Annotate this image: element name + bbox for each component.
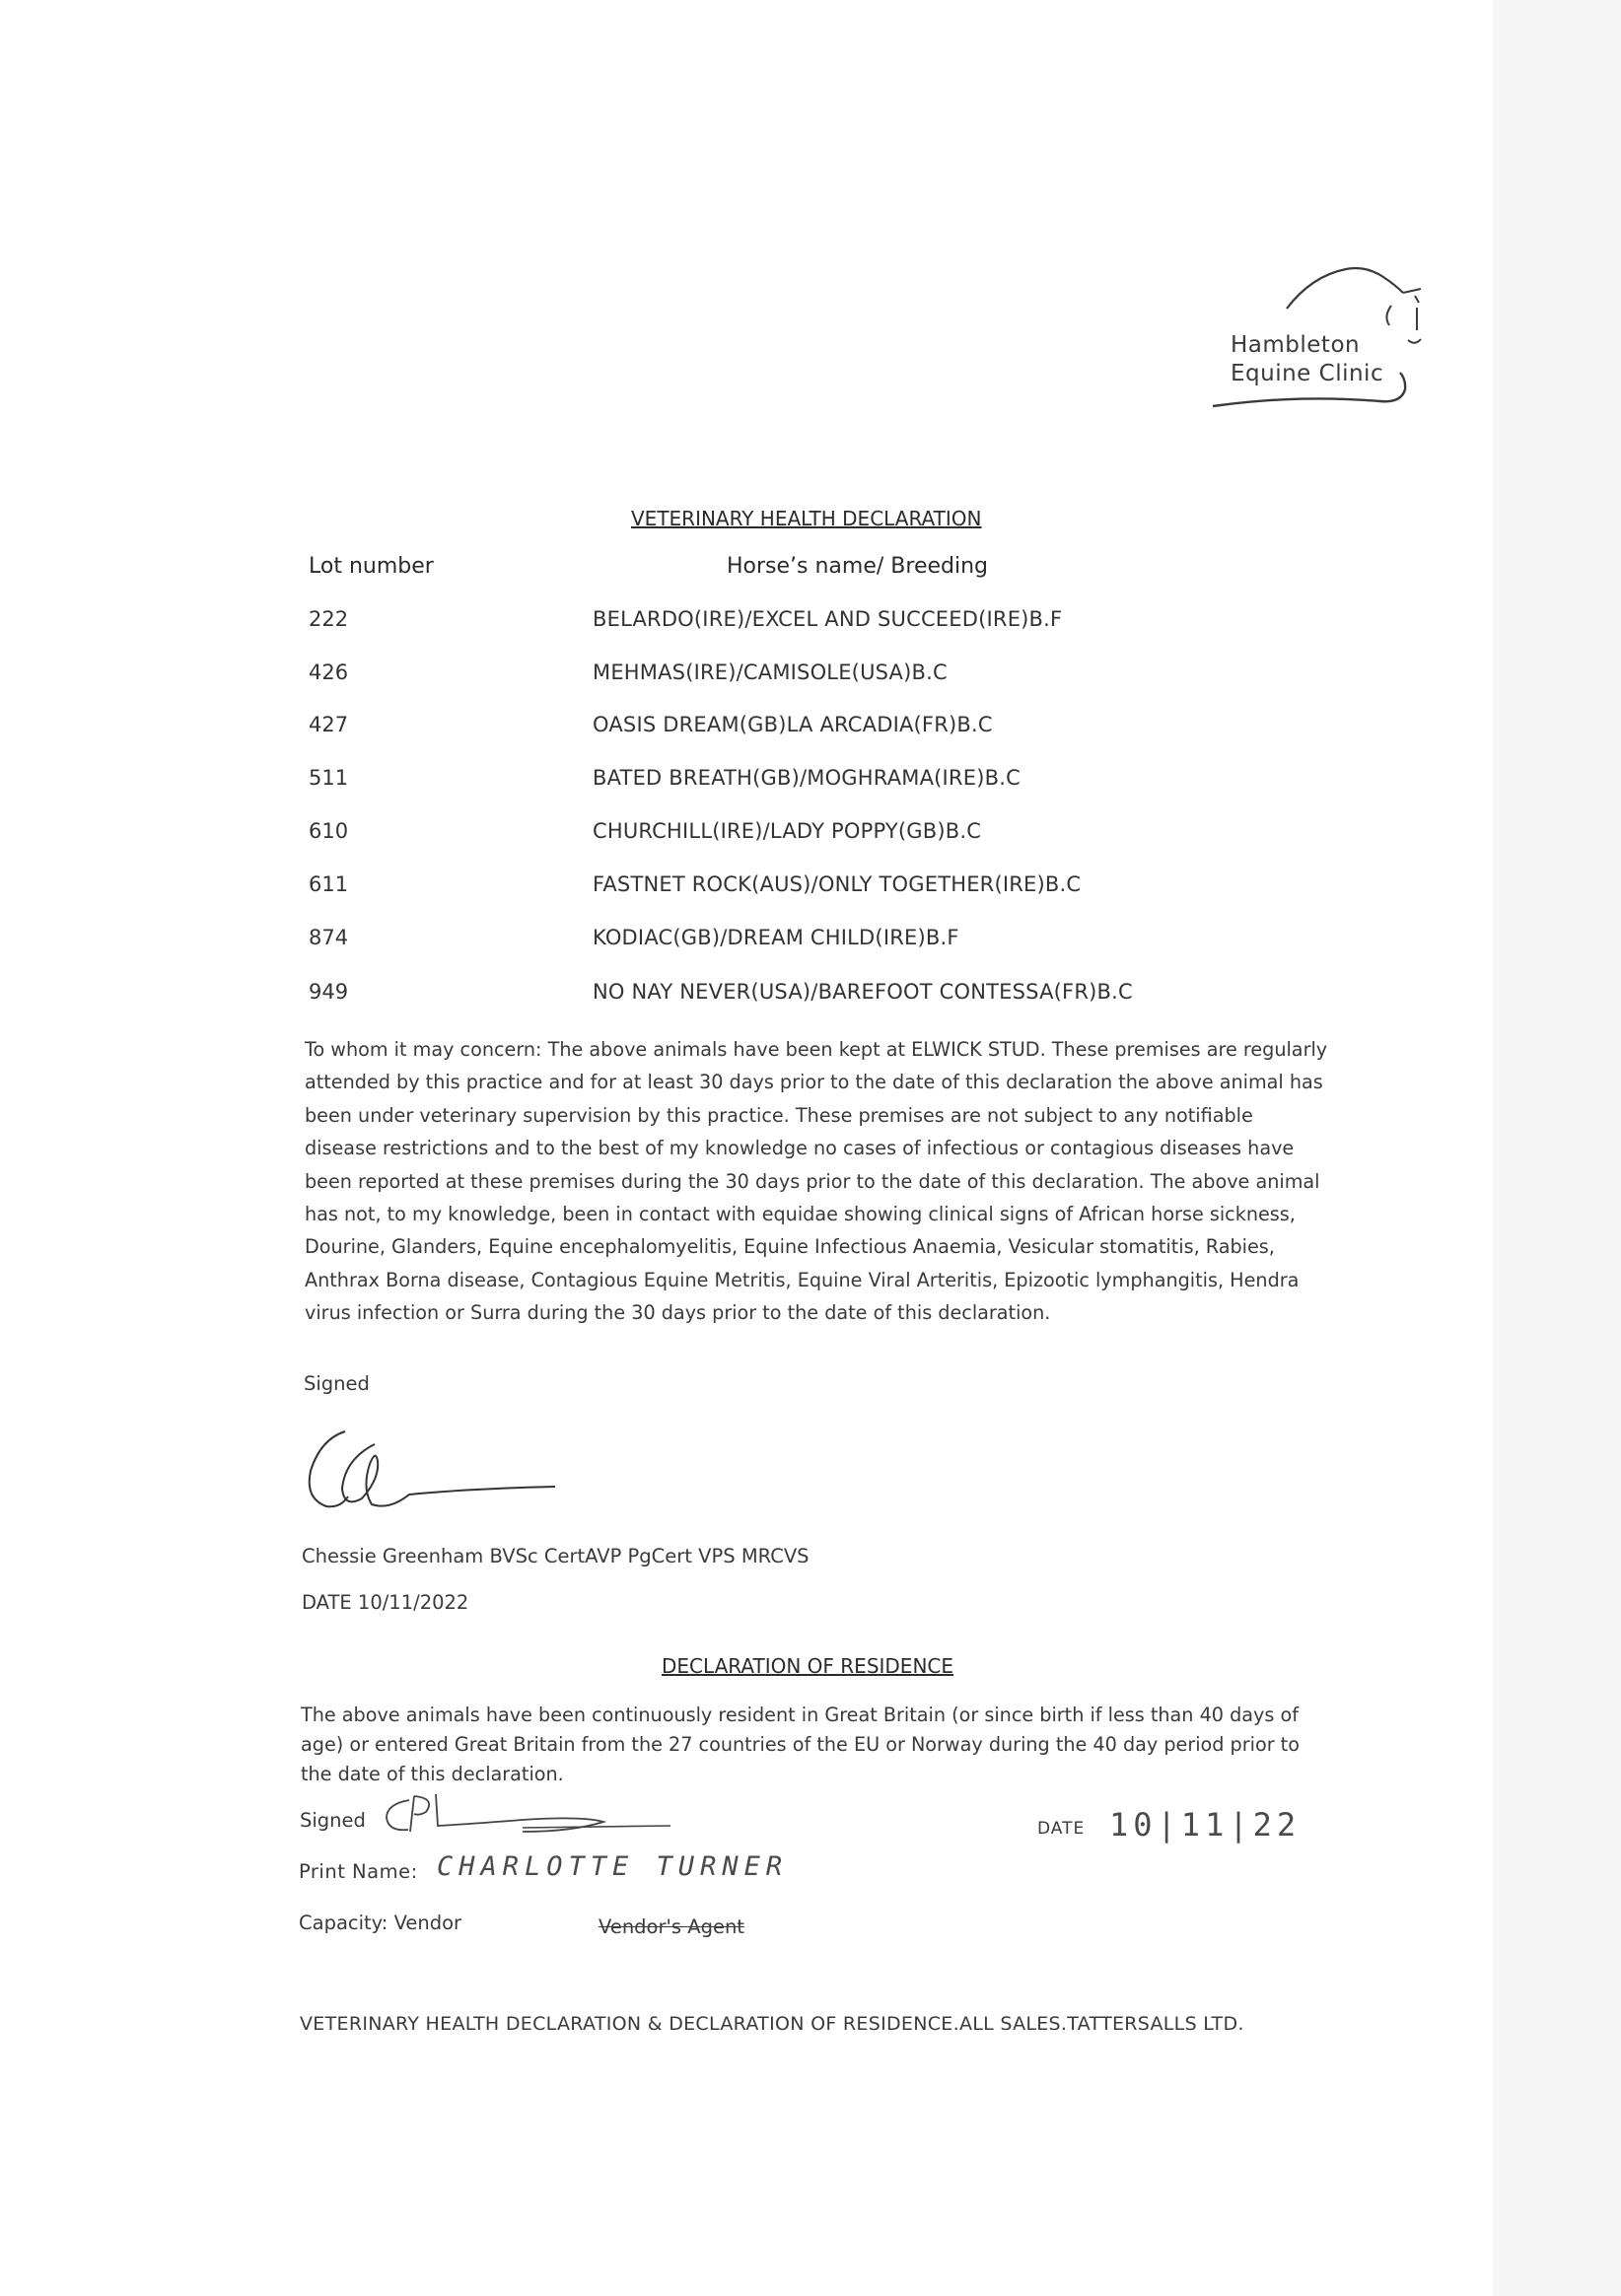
residence-signed-label: Signed bbox=[300, 1809, 366, 1832]
lot-number: 427 bbox=[309, 713, 349, 736]
lot-row bbox=[0, 819, 1380, 859]
horse-breeding: FASTNET ROCK(AUS)/ONLY TOGETHER(IRE)B.C bbox=[593, 872, 1082, 896]
horse-breeding: NO NAY NEVER(USA)/BAREFOOT CONTESSA(FR)B.C bbox=[593, 980, 1133, 1004]
residence-declaration-title: DECLARATION OF RESIDENCE bbox=[662, 1654, 954, 1678]
lot-row bbox=[0, 766, 1380, 805]
vet-name: Chessie Greenham BVSc CertAVP PgCert VPS MRCVS bbox=[302, 1545, 810, 1567]
lot-number: 611 bbox=[309, 872, 349, 896]
lot-number: 511 bbox=[309, 766, 349, 790]
vet-signed-label: Signed bbox=[304, 1372, 370, 1395]
lot-number: 426 bbox=[309, 661, 349, 684]
horse-name-header: Horse’s name/ Breeding bbox=[727, 554, 988, 579]
page-footer: VETERINARY HEALTH DECLARATION & DECLARATION OF RESIDENCE.ALL SALES.TATTERSALLS LTD. bbox=[300, 2013, 1244, 2035]
health-date: DATE 10/11/2022 bbox=[302, 1591, 469, 1614]
lot-number: 874 bbox=[309, 926, 349, 949]
logo-line-1: Hambleton bbox=[1231, 332, 1361, 358]
residence-date-value: 10|11|22 bbox=[1109, 1806, 1302, 1844]
horse-breeding: KODIAC(GB)/DREAM CHILD(IRE)B.F bbox=[593, 926, 959, 949]
residence-date-label: DATE bbox=[1037, 1819, 1086, 1839]
clinic-logo bbox=[1208, 251, 1440, 439]
capacity-label: Capacity: Vendor bbox=[299, 1912, 462, 1934]
horse-breeding: CHURCHILL(IRE)/LADY POPPY(GB)B.C bbox=[593, 819, 982, 843]
lot-number-header: Lot number bbox=[309, 554, 434, 579]
lot-row bbox=[0, 607, 1380, 647]
vendors-agent-label: Vendor's Agent bbox=[599, 1915, 744, 1938]
horse-breeding: BATED BREATH(GB)/MOGHRAMA(IRE)B.C bbox=[593, 766, 1021, 790]
print-name-label: Print Name: bbox=[299, 1860, 418, 1883]
page-edge bbox=[1493, 0, 1621, 2296]
logo-line-2: Equine Clinic bbox=[1231, 361, 1384, 386]
print-name-value: CHARLOTTE TURNER bbox=[437, 1851, 789, 1882]
lot-number: 610 bbox=[309, 819, 349, 843]
lot-number: 949 bbox=[309, 980, 349, 1004]
health-declaration-title: VETERINARY HEALTH DECLARATION bbox=[631, 507, 982, 530]
health-statement: To whom it may concern: The above animals have been kept at ELWICK STUD. These premises are regularly attended by this practice and for at least 30 days prior to the date of this declaration the above animal has been under veterinary supervision by this practice. These premises are not subject to any notifiable disease restrictions and to the best of my knowledge no cases of infectious or contagious diseases have been reported at these premises during the 30 days prior to the date of this declaration. The above animal has not, to my knowledge, been in contact with equidae showing clinical signs of African horse sickness, Dourine, Glanders, Equine encephalomyelitis, Equine Infectious Anaemia, Vesicular stomatitis, Rabies, Anthrax Borna disease, Contagious Equine Metritis, Equine Viral Arteritis, Epizootic lymphangitis, Hendra virus infection or Surra during the 30 days prior to the date of this declaration. bbox=[305, 1038, 1328, 1325]
lot-row bbox=[0, 713, 1380, 752]
lot-row bbox=[0, 926, 1380, 965]
vet-signature bbox=[301, 1420, 567, 1528]
residence-statement: The above animals have been continuously resident in Great Britain (or since birth if less than 40 days of age) or entered Great Britain from the 27 countries of the EU or Norway during the 40 day period prior to the date of this declaration. bbox=[301, 1704, 1300, 1785]
horse-breeding: BELARDO(IRE)/EXCEL AND SUCCEED(IRE)B.F bbox=[593, 607, 1063, 631]
lot-row bbox=[0, 980, 1380, 1019]
vendor-signature bbox=[375, 1786, 680, 1845]
horse-breeding: MEHMAS(IRE)/CAMISOLE(USA)B.C bbox=[593, 661, 948, 684]
lot-row bbox=[0, 872, 1380, 912]
lot-number: 222 bbox=[309, 607, 349, 631]
horse-breeding: OASIS DREAM(GB)LA ARCADIA(FR)B.C bbox=[593, 713, 993, 736]
lot-row bbox=[0, 661, 1380, 700]
